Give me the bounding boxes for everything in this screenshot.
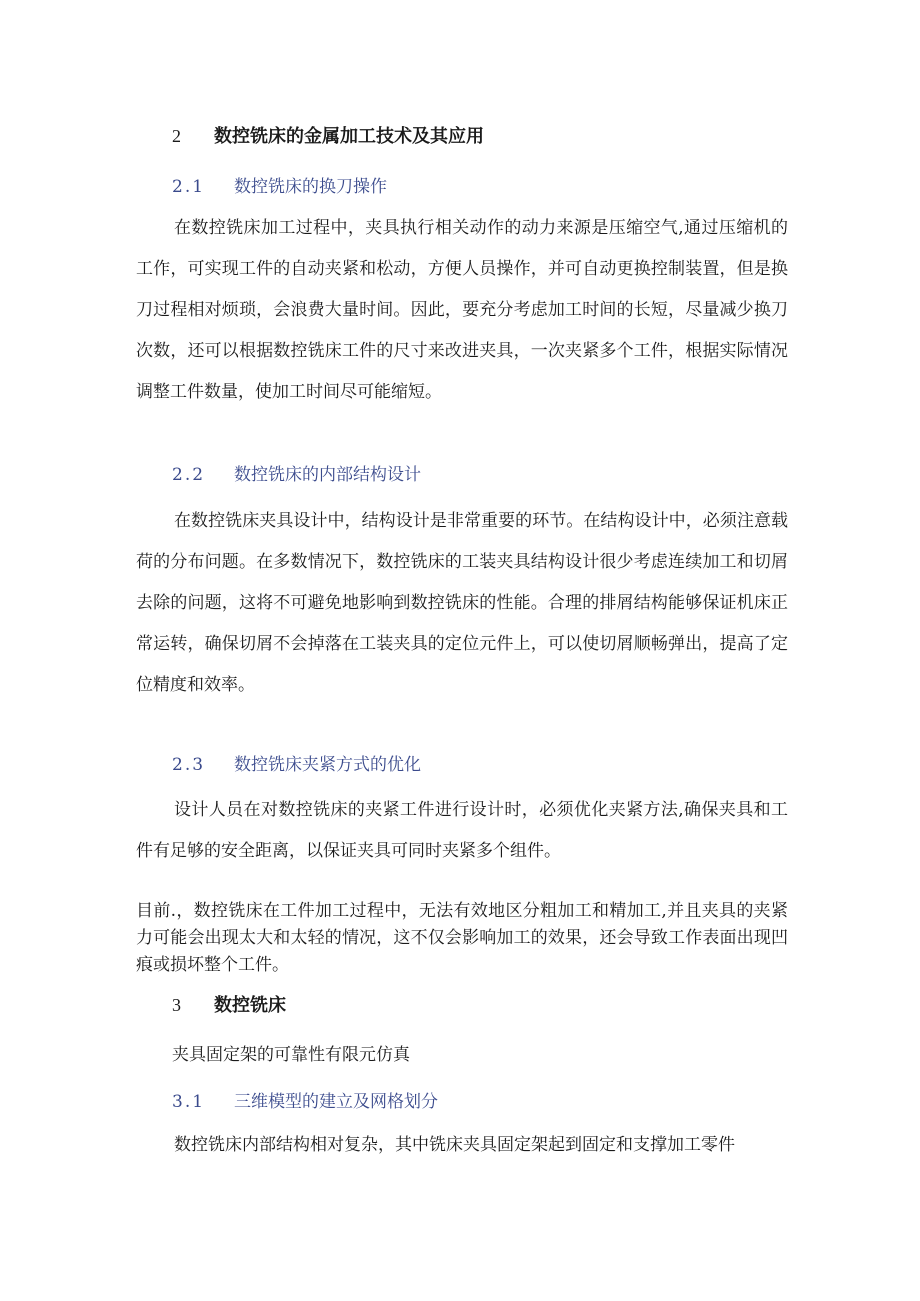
subsection-title: 数控铣床夹紧方式的优化 [234, 755, 421, 775]
section-title: 数控铣床的金属加工技术及其应用 [214, 126, 484, 147]
subsection-number: 2.1 [172, 177, 206, 197]
section-title: 数控铣床 [214, 995, 286, 1016]
subsection-number: 2.3 [172, 755, 206, 775]
paragraph: 数控铣床内部结构相对复杂，其中铣床夹具固定架起到固定和支撑加工零件 [174, 1135, 735, 1155]
subsection-number: 3.1 [172, 1092, 206, 1112]
section-heading-2 [172, 122, 484, 148]
section-subtitle: 夹具固定架的可靠性有限元仿真 [172, 1045, 410, 1065]
subsection-number: 2.2 [172, 465, 206, 485]
subsection-title: 数控铣床的换刀操作 [234, 177, 387, 197]
section-number: 2 [172, 126, 181, 146]
subsection-heading-2-3 [172, 750, 421, 775]
paragraph: 设计人员在对数控铣床的夹紧工件进行设计时，必须优化夹紧方法,确保夹具和工件有足够的安全距离，以保证夹具可同时夹紧多个组件。 [136, 800, 788, 861]
paragraph: 在数控铣床夹具设计中，结构设计是非常重要的环节。在结构设计中，必须注意载荷的分布问题。在多数情况下，数控铣床的工装夹具结构设计很少考虑连续加工和切屑去除的问题，这将不可避免地影响到数控铣床的性能。合理的排屑结构能够保证机床正常运转，确保切屑不会掉落在工装夹具的定位元件上，可以使切屑顺畅弹出，提高了定位精度和效率。 [136, 511, 788, 695]
subsection-heading-2-2 [172, 460, 421, 485]
paragraph: 在数控铣床加工过程中，夹具执行相关动作的动力来源是压缩空气,通过压缩机的工作，可实现工件的自动夹紧和松动，方便人员操作，并可自动更换控制装置，但是换刀过程相对烦琐，会浪费大量时间。因此，要充分考虑加工时间的长短，尽量减少换刀次数，还可以根据数控铣床工件的尺寸来改进夹具，一次夹紧多个工件，根据实际情况调整工件数量，使加工时间尽可能缩短。 [136, 218, 788, 402]
paragraph: 目前.，数控铣床在工件加工过程中，无法有效地区分粗加工和精加工,并且夹具的夹紧力可能会出现太大和太轻的情况，这不仅会影响加工的效果，还会导致工作表面出现凹痕或损坏整个工件。 [136, 901, 788, 975]
subsection-title: 三维模型的建立及网格划分 [234, 1092, 438, 1112]
subsection-heading-2-1 [172, 172, 387, 197]
section-heading-3 [172, 991, 286, 1017]
subsection-heading-3-1 [172, 1087, 438, 1112]
subsection-title: 数控铣床的内部结构设计 [234, 465, 421, 485]
section-number: 3 [172, 995, 181, 1015]
